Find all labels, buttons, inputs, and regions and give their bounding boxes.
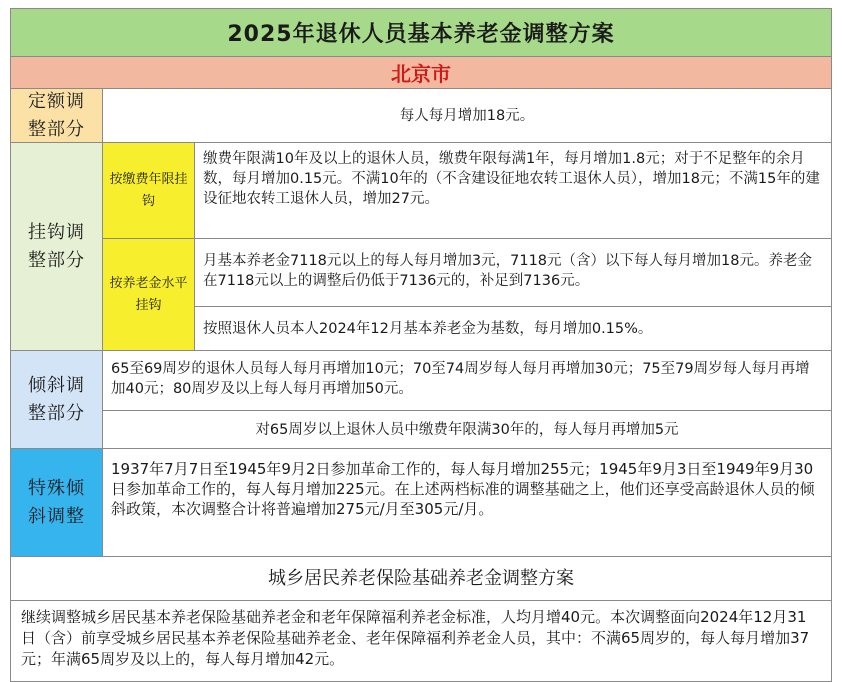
linked-sub-level-text: 月基本养老金7118元以上的每人每月增加3元，7118元（含）以下每人每月增加18元。养老金在7118元以上的调整后仍低于7136元的，补足到7136元。 [195,239,831,307]
special-text: 1937年7月7日至1945年9月2日参加革命工作的，每人每月增加255元；1945年9月3日至1949年9月30日参加革命工作的，每人每月增加225元。在上述两档标准的调整基础之上，他们还享受高龄退休人员的倾斜政策，本次调整合计将普遍增加275元/月至305元/月。 [103,449,831,557]
city-header: 北京市 [11,57,831,89]
tilt-text-2: 对65周岁以上退休人员中缴费年限满30年的，每人每月再增加5元 [103,411,831,449]
special-label: 特殊倾斜调整 [11,449,103,557]
fixed-text: 每人每月增加18元。 [103,89,831,143]
page-title: 2025年退休人员基本养老金调整方案 [11,9,831,57]
tilt-text-1: 65至69周岁的退休人员每人每月再增加10元；70至74周岁每人每月再增加30元；75至79周岁每人每月再增加40元；80周岁及以上每人每月再增加50元。 [103,351,831,411]
linked-sub-level-label: 按养老金水平挂钩 [103,239,195,351]
rural-heading: 城乡居民养老保险基础养老金调整方案 [11,557,831,601]
linked-sub-years-label: 按缴费年限挂钩 [103,143,195,239]
linked-sub-years-text: 缴费年限满10年及以上的退休人员，缴费年限每满1年，每月增加1.8元；对于不足整年的余月数，每月增加0.15元。不满10年的（不含建设征地农转工退休人员），增加18元；不满15年的建设征地农转工退休人员，增加27元。 [195,143,831,239]
linked-sub-percent-text: 按照退休人员本人2024年12月基本养老金为基数，每月增加0.15%。 [195,307,831,351]
pension-table [10,8,832,682]
rural-text: 继续调整城乡居民基本养老保险基础养老金和老年保障福利养老金标准，人均月增40元。本次调整面向2024年12月31日（含）前享受城乡居民基本养老保险基础养老金、老年保障福利养老金人员，其中：不满65周岁的，每人每月增加37元；年满65周岁及以上的，每人每月增加42元。 [21,608,810,668]
tilt-label: 倾斜调整部分 [11,351,103,449]
fixed-label: 定额调整部分 [11,89,103,143]
linked-label: 挂钩调整部分 [11,143,103,351]
